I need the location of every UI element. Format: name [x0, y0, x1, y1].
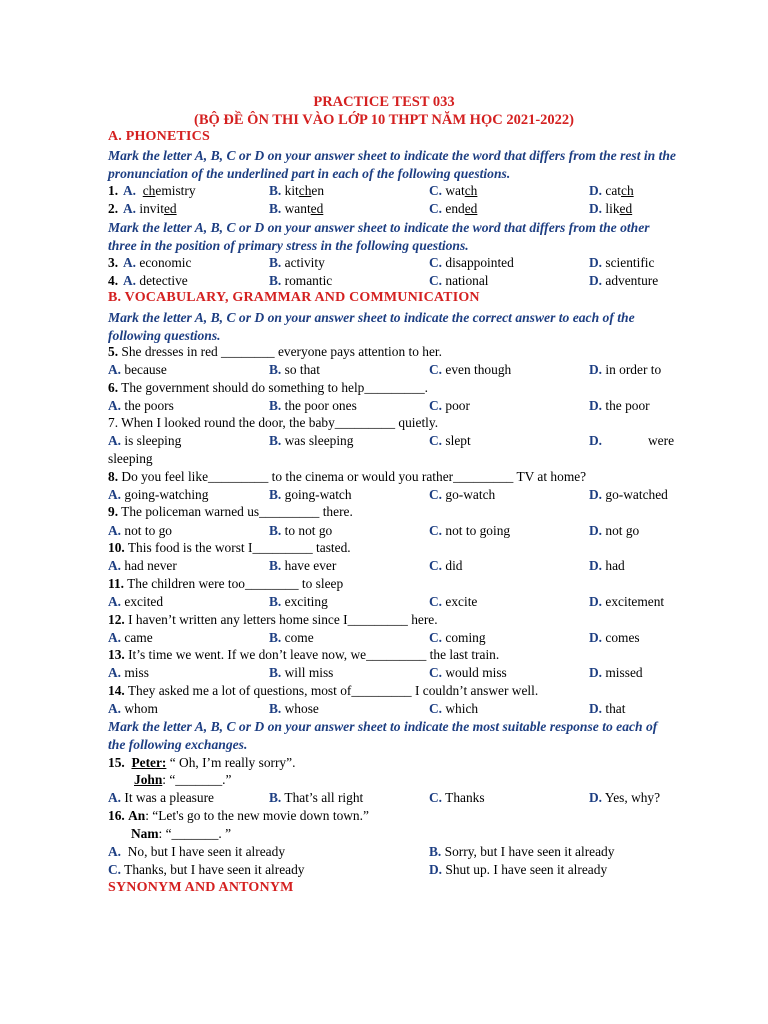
q9-option-a[interactable]: A. not to go	[108, 523, 173, 538]
question-3	[108, 255, 118, 271]
q12-option-d[interactable]: D. comes	[589, 630, 640, 645]
question-15-reply	[134, 772, 231, 788]
q11-option-d[interactable]: D. excitement	[589, 594, 665, 609]
q11-option-b[interactable]: B. exciting	[269, 594, 328, 609]
question-15	[108, 755, 295, 771]
question-number: 5.	[108, 344, 119, 359]
q16-option-b[interactable]: B. Sorry, but I have seen it already	[429, 844, 615, 859]
question-11	[108, 576, 343, 592]
q9-option-b[interactable]: B. to not go	[269, 523, 333, 538]
section-synonym-antonym: SYNONYM AND ANTONYM	[108, 880, 294, 895]
q12-option-b[interactable]: B. come	[269, 630, 314, 645]
q11-option-a[interactable]: A. excited	[108, 594, 164, 609]
q1-option-c[interactable]: C. watch	[429, 183, 478, 198]
question-text: I haven’t written any letters home since I_________ here.	[124, 612, 438, 627]
q3-option-c[interactable]: C. disappointed	[429, 255, 514, 270]
question-10	[108, 540, 351, 556]
question-text: The children were too________ to sleep	[124, 576, 344, 591]
question-number: 16.	[108, 808, 125, 823]
question-text: The policeman warned us_________ there.	[118, 504, 353, 519]
q6-option-a[interactable]: A. the poors	[108, 398, 174, 413]
q5-option-b[interactable]: B. so that	[269, 362, 320, 377]
speaker-name: An	[128, 808, 146, 823]
q4-option-c[interactable]: C. national	[429, 273, 489, 288]
question-number: 4.	[108, 273, 119, 288]
q6-option-b[interactable]: B. the poor ones	[269, 398, 357, 413]
dialogue-line: “ Oh, I’m really sorry”.	[166, 755, 296, 770]
instruction-correct-answer: Mark the letter A, B, C or D on your answer sheet to indicate the correct answer to each of the following questions.	[108, 310, 635, 343]
question-number: 15.	[108, 755, 125, 770]
question-number: 12.	[108, 612, 125, 627]
q2-option-d[interactable]: D. liked	[589, 201, 633, 216]
question-2	[108, 201, 118, 217]
dialogue-line: : “_______. ”	[158, 826, 232, 841]
dialogue-line: : “Let's go to the new movie down town.”	[145, 808, 369, 823]
speaker-name: Peter:	[131, 755, 167, 770]
question-text: When I looked round the door, the baby_________ quietly.	[118, 415, 439, 430]
q3-option-b[interactable]: B. activity	[269, 255, 325, 270]
section-vocabulary: B. VOCABULARY, GRAMMAR AND COMMUNICATION	[108, 290, 480, 305]
question-1	[108, 183, 118, 199]
q2-option-c[interactable]: C. ended	[429, 201, 478, 216]
q16-option-c[interactable]: C. Thanks, but I have seen it already	[108, 862, 305, 877]
q7-option-d-continued: sleeping	[108, 451, 153, 466]
q5-option-c[interactable]: C. even though	[429, 362, 512, 377]
q8-option-c[interactable]: C. go-watch	[429, 487, 496, 502]
q5-option-a[interactable]: A. because	[108, 362, 167, 377]
page-title: PRACTICE TEST 033	[313, 94, 455, 110]
q9-option-c[interactable]: C. not to going	[429, 523, 511, 538]
q13-option-a[interactable]: A. miss	[108, 665, 149, 680]
q7-option-d-text: were	[648, 433, 675, 448]
question-number: 11.	[108, 576, 124, 591]
q5-option-d[interactable]: D. in order to	[589, 362, 662, 377]
q16-option-a[interactable]: A. No, but I have seen it already	[108, 844, 286, 859]
question-14	[108, 683, 538, 699]
q9-option-d[interactable]: D. not go	[589, 523, 640, 538]
instruction-stress: Mark the letter A, B, C or D on your answer sheet to indicate the word that differs from the other three in the position of primary stress in the following questions.	[108, 220, 650, 253]
page-subtitle: (BỘ ĐỀ ÔN THI VÀO LỚP 10 THPT NĂM HỌC 2021-2022)	[194, 112, 574, 128]
q16-option-d[interactable]: D. Shut up. I have seen it already	[429, 862, 608, 877]
q4-option-b[interactable]: B. romantic	[269, 273, 333, 288]
question-text: This food is the worst I_________ tasted.	[124, 540, 351, 555]
q15-option-c[interactable]: C. Thanks	[429, 790, 485, 805]
q13-option-b[interactable]: B. will miss	[269, 665, 334, 680]
q15-option-b[interactable]: B. That’s all right	[269, 790, 364, 805]
question-number: 10.	[108, 540, 125, 555]
q13-option-c[interactable]: C. would miss	[429, 665, 507, 680]
q13-option-d[interactable]: D. missed	[589, 665, 643, 680]
q14-option-b[interactable]: B. whose	[269, 701, 319, 716]
q7-option-b[interactable]: B. was sleeping	[269, 433, 354, 448]
question-16-reply	[131, 826, 231, 842]
q4-option-a[interactable]: A. detective	[123, 273, 188, 288]
speaker-name: John	[134, 772, 163, 787]
q4-option-d[interactable]: D. adventure	[589, 273, 659, 288]
q2-option-b[interactable]: B. wanted	[269, 201, 324, 216]
question-4	[108, 273, 118, 289]
question-7	[108, 415, 438, 431]
q10-option-d[interactable]: D. had	[589, 558, 625, 573]
q15-option-a[interactable]: A. It was a pleasure	[108, 790, 214, 805]
q6-option-d[interactable]: D. the poor	[589, 398, 650, 413]
question-text: The government should do something to help_________.	[118, 380, 428, 395]
dialogue-line: : “_______.”	[162, 772, 232, 787]
question-text: She dresses in red ________ everyone pays attention to her.	[118, 344, 442, 359]
q14-option-c[interactable]: C. which	[429, 701, 479, 716]
section-phonetics: A. PHONETICS	[108, 129, 210, 144]
question-5	[108, 344, 442, 360]
q7-option-a[interactable]: A. is sleeping	[108, 433, 182, 448]
speaker-name: Nam	[131, 826, 159, 841]
question-number: 8.	[108, 469, 119, 484]
q10-option-c[interactable]: C. did	[429, 558, 463, 573]
question-9	[108, 504, 353, 520]
instruction-response: Mark the letter A, B, C or D on your answer sheet to indicate the most suitable response to each of the following exchanges.	[108, 719, 658, 752]
q12-option-a[interactable]: A. came	[108, 630, 153, 645]
question-number: 3.	[108, 255, 119, 270]
question-16	[108, 808, 369, 824]
q15-option-d[interactable]: D. Yes, why?	[589, 790, 661, 805]
question-13	[108, 647, 499, 663]
q8-option-d[interactable]: D. go-watched	[589, 487, 668, 502]
q14-option-a[interactable]: A. whom	[108, 701, 158, 716]
q8-option-a[interactable]: A. going-watching	[108, 487, 209, 502]
q6-option-c[interactable]: C. poor	[429, 398, 470, 413]
q8-option-b[interactable]: B. going-watch	[269, 487, 352, 502]
q10-option-b[interactable]: B. have ever	[269, 558, 337, 573]
question-text: They asked me a lot of questions, most of_________ I couldn’t answer well.	[124, 683, 539, 698]
q14-option-d[interactable]: D. that	[589, 701, 626, 716]
question-number: 13.	[108, 647, 125, 662]
question-8	[108, 469, 586, 485]
q1-option-b[interactable]: B. kitchen	[269, 183, 325, 198]
question-number: 6.	[108, 380, 119, 395]
q2-option-a[interactable]: A. invited	[123, 201, 177, 216]
q7-option-d[interactable]: D.	[589, 433, 603, 448]
question-text: Do you feel like_________ to the cinema or would you rather_________ TV at home?	[118, 469, 587, 484]
question-number: 14.	[108, 683, 125, 698]
q3-option-a[interactable]: A. economic	[123, 255, 192, 270]
question-number: 9.	[108, 504, 119, 519]
q1-option-a[interactable]: A. chemistry	[123, 183, 196, 198]
question-number: 1.	[108, 183, 119, 198]
q7-option-c[interactable]: C. slept	[429, 433, 471, 448]
question-number: 7.	[108, 415, 119, 430]
q12-option-c[interactable]: C. coming	[429, 630, 486, 645]
question-12	[108, 612, 438, 628]
question-number: 2.	[108, 201, 119, 216]
q1-option-d[interactable]: D. catch	[589, 183, 634, 198]
question-text: It’s time we went. If we don’t leave now, we_________ the last train.	[124, 647, 500, 662]
instruction-pronunciation: Mark the letter A, B, C or D on your answer sheet to indicate the word that differs from the rest in the pronunciation of the underlined part in each of the following questions.	[108, 148, 676, 181]
q10-option-a[interactable]: A. had never	[108, 558, 177, 573]
q3-option-d[interactable]: D. scientific	[589, 255, 655, 270]
q11-option-c[interactable]: C. excite	[429, 594, 478, 609]
question-6	[108, 380, 428, 396]
